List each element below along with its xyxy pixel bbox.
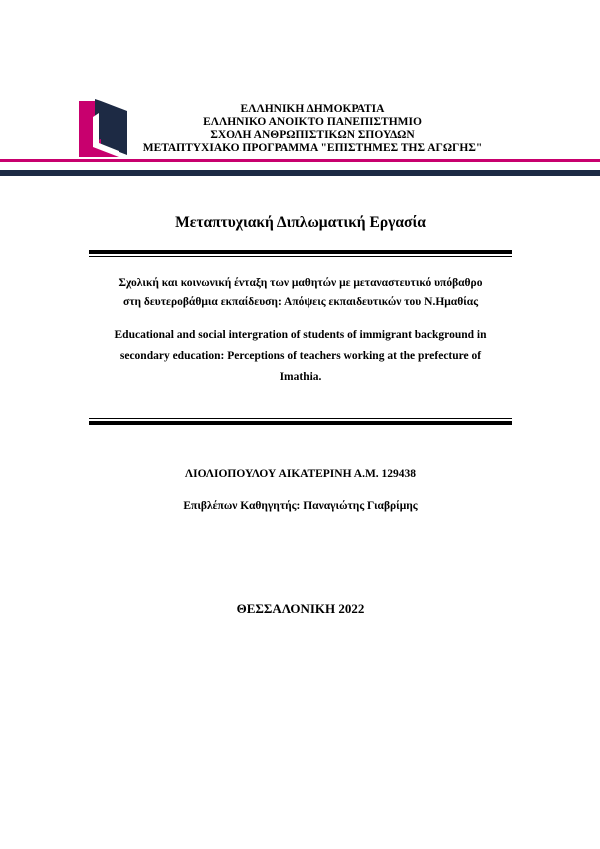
title-top-rule: [89, 250, 512, 254]
header-line-university: ΕΛΛΗΝΙΚΟ ΑΝΟΙΚΤΟ ΠΑΝΕΠΙΣΤΗΜΙΟ: [203, 116, 422, 128]
thesis-title-english-line1: Educational and social intergration of students of immigrant background in: [114, 329, 487, 341]
thesis-title-english: [90, 325, 511, 388]
header-line-school: ΣΧΟΛΗ ΑΝΘΡΩΠΙΣΤΙΚΩΝ ΣΠΟΥΔΩΝ: [210, 129, 415, 141]
header-divider-magenta: [0, 159, 600, 162]
header-divider-navy: [0, 170, 600, 176]
thesis-title-english-line3: Imathia.: [279, 371, 322, 383]
header-line-program: ΜΕΤΑΠΤΥΧΙΑΚΟ ΠΡΟΓΡΑΜΜΑ "ΕΠΙΣΤΗΜΕΣ ΤΗΣ ΑΓΩΓΗΣ": [142, 142, 483, 154]
thesis-title-greek: [90, 274, 511, 312]
title-bottom-rule-thin: [89, 418, 512, 419]
author-name: ΛΙΟΛΙΟΠΟΥΛΟΥ ΑΙΚΑΤΕΡΙΝΗ Α.Μ. 129438: [184, 468, 417, 480]
thesis-title-greek-line2: στη δευτεροβάθμια εκπαίδευση: Απόψεις εκπαιδευτικών του Ν.Ημαθίας: [122, 296, 479, 308]
title-top-rule-thin: [89, 256, 512, 257]
place-year: ΘΕΣΣΑΛΟΝΙΚΗ 2022: [236, 601, 365, 616]
university-logo-icon: [79, 99, 131, 157]
document-type: Μεταπτυχιακή Διπλωματική Εργασία: [175, 214, 426, 231]
thesis-title-english-line2: secondary education: Perceptions of teachers working at the prefecture of: [119, 350, 482, 362]
thesis-title-greek-line1: Σχολική και κοινωνική ένταξη των μαθητών με μεταναστευτικό υπόβαθρο: [118, 277, 483, 289]
header-line-republic: ΕΛΛΗΝΙΚΗ ΔΗΜΟΚΡΑΤΙΑ: [240, 103, 385, 115]
institution-header: [130, 103, 495, 155]
supervisor-name: Επιβλέπων Καθηγητής: Παναγιώτης Γιαβρίμης: [183, 500, 418, 512]
title-bottom-rule: [89, 421, 512, 425]
